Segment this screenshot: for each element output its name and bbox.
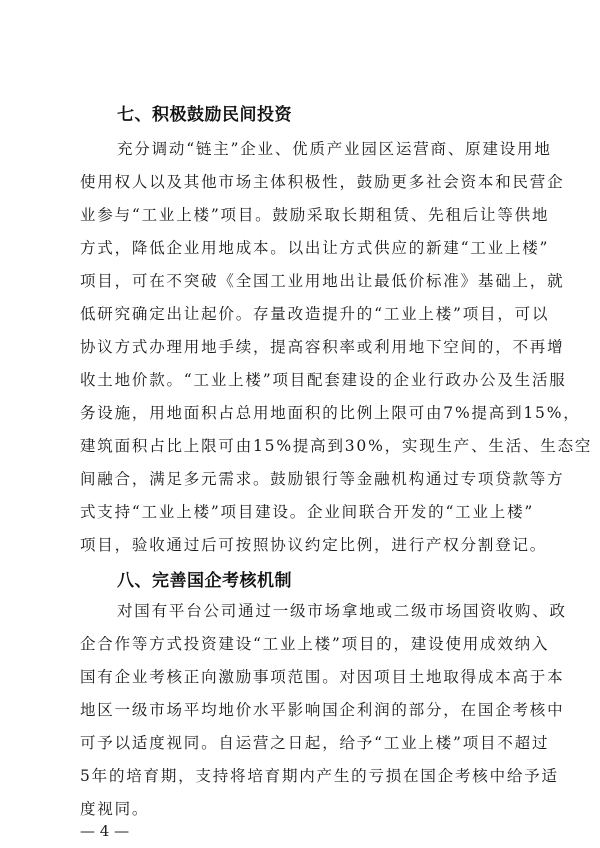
page-number: — 4 —	[80, 822, 130, 840]
paragraph-line: 收土地价款。“工业上楼”项目配套建设的企业行政办公及生活服	[80, 371, 567, 389]
paragraph-line: 项目，验收通过后可按照协议约定比例，进行产权分割登记。	[80, 536, 548, 554]
paragraph-line: 项目，可在不突破《全国工业用地出让最低价标准》基础上，就	[80, 272, 565, 290]
paragraph-line: 协议方式办理用地手续，提高容积率或利用地下空间的，不再增	[80, 338, 565, 356]
paragraph-line: 业参与“工业上楼”项目。鼓励采取长期租赁、先租后让等供地	[80, 206, 550, 224]
section-heading: 七、积极鼓励民间投资	[117, 105, 292, 125]
paragraph-line: 低研究确定出让起价。存量改造提升的“工业上楼”项目，可以	[80, 305, 550, 323]
paragraph-line: 5年的培育期，支持将培育期内产生的亏损在国企考核中给予适	[80, 767, 559, 785]
section-heading: 八、完善国企考核机制	[117, 571, 292, 591]
paragraph-line: 国有企业考核正向激励事项范围。对因项目土地取得成本高于本	[80, 668, 565, 686]
paragraph-line: 间融合，满足多元需求。鼓励银行等金融机构通过专项贷款等方	[80, 470, 565, 488]
paragraph-line: 充分调动“链主”企业、优质产业园区运营商、原建设用地	[117, 140, 552, 158]
paragraph-line: 地区一级市场平均地价水平影响国企利润的部分，在国企考核中	[80, 701, 565, 719]
paragraph-line: 企合作等方式投资建设“工业上楼”项目的，建设使用成效纳入	[80, 635, 550, 653]
paragraph-line: 务设施，用地面积占总用地面积的比例上限可由7%提高到15%，	[80, 404, 581, 422]
paragraph-line: 可予以适度视同。自运营之日起，给予“工业上楼”项目不超过	[80, 734, 550, 752]
paragraph-line: 使用权人以及其他市场主体积极性，鼓励更多社会资本和民营企	[80, 173, 565, 191]
paragraph-line: 度视同。	[80, 800, 150, 818]
paragraph-line: 对国有平台公司通过一级市场拿地或二级市场国资收购、政	[117, 602, 567, 620]
paragraph-line: 建筑面积占比上限可由15%提高到30%，实现生产、生活、生态空	[80, 437, 593, 455]
paragraph-line: 方式，降低企业用地成本。以出让方式供应的新建“工业上楼”	[80, 239, 550, 257]
paragraph-line: 式支持“工业上楼”项目建设。企业间联合开发的“工业上楼”	[80, 503, 535, 521]
